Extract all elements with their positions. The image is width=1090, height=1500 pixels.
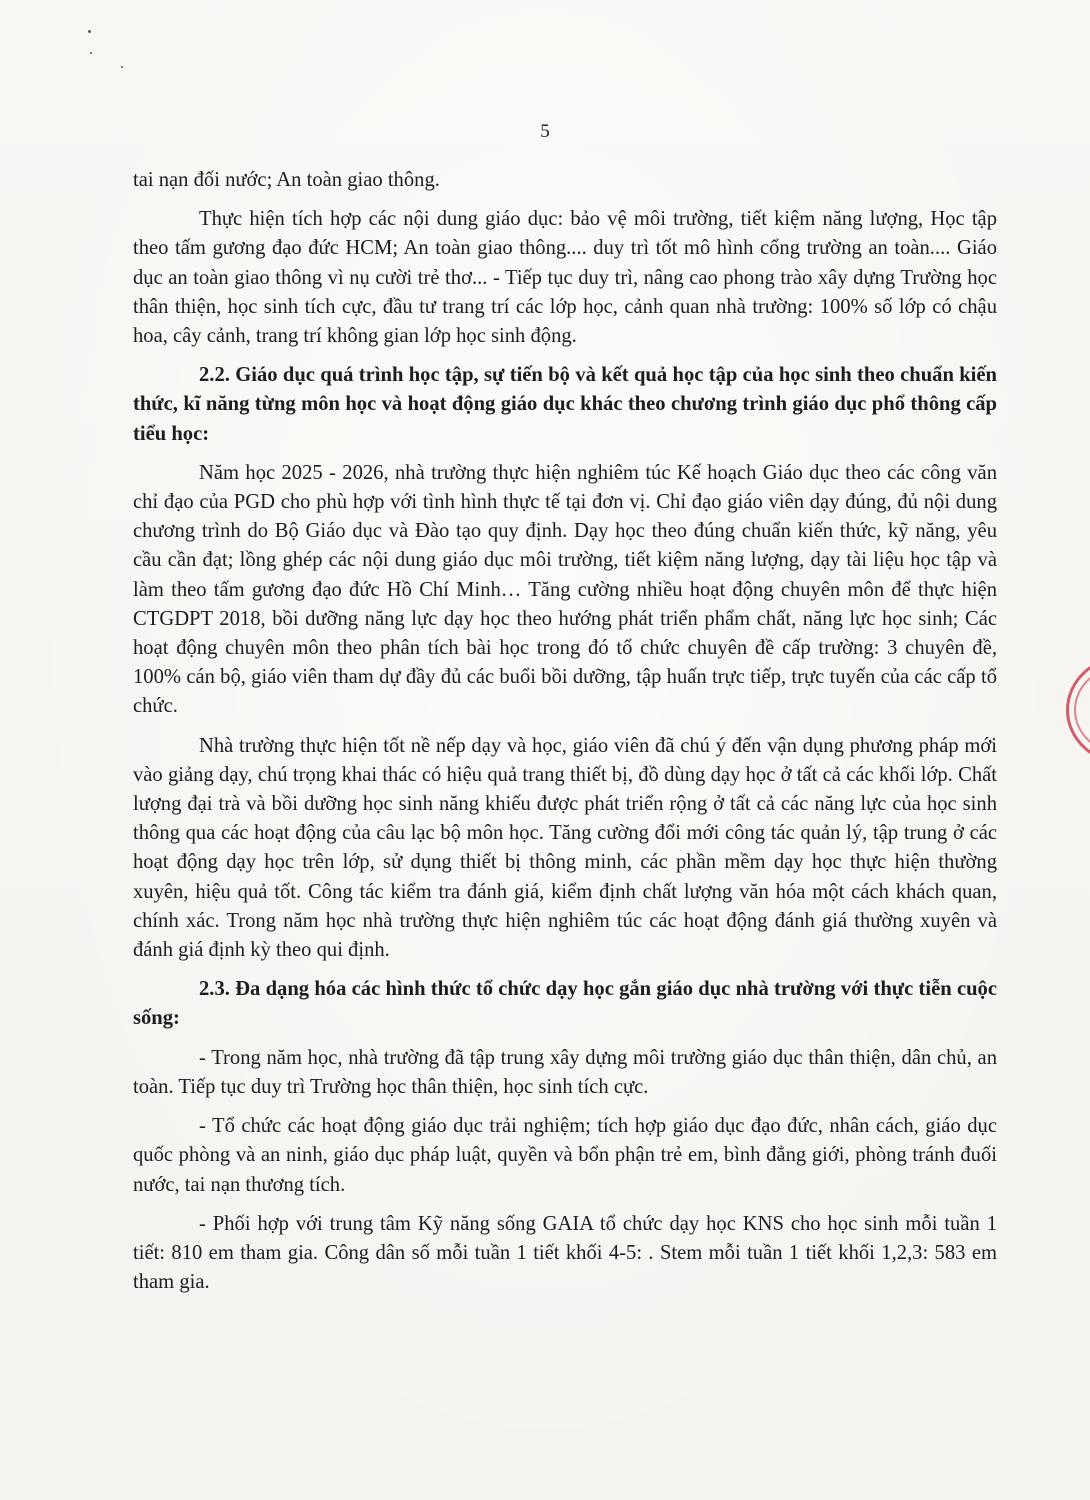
document-body: [133, 166, 997, 1307]
paragraph: Thực hiện tích hợp các nội dung giáo dục: bảo vệ môi trường, tiết kiệm năng lượng, Học tập theo tấm gương đạo đức HCM; An toàn giao thông.... duy trì tốt mô hình cổng trường an toàn.... Giáo dục an toàn giao thông vì nụ cười trẻ thơ... - Tiếp tục duy trì, nâng cao phong trào xây dựng Trường học thân thiện, học sinh tích cực, đầu tư trang trí các lớp học, cảnh quan nhà trường: 100% số lớp có chậu hoa, cây cảnh, trang trí không gian lớp học sinh động.: [133, 208, 997, 348]
paragraph: tai nạn đối nước; An toàn giao thông.: [133, 169, 440, 191]
red-stamp-edge: [1060, 655, 1090, 765]
list-item: - Phối hợp với trung tâm Kỹ năng sống GAIA tổ chức dạy học KNS cho học sinh mỗi tuần 1 tiết: 810 em tham gia. Công dân số mỗi tuần 1 tiết khối 4-5: . Stem mỗi tuần 1 tiết khối 1,2,3: 583 em tham gia.: [133, 1212, 997, 1294]
section-heading-2-2: 2.2. Giáo dục quá trình học tập, sự tiến bộ và kết quả học tập của học sinh theo chuẩn kiến thức, kĩ năng từng môn học và hoạt động giáo dục khác theo chương trình giáo dục phổ thông cấp tiểu học:: [133, 364, 997, 445]
page-number: 5: [540, 121, 550, 142]
list-item: - Tổ chức các hoạt động giáo dục trải nghiệm; tích hợp giáo dục đạo đức, nhân cách, giáo dục quốc phòng và an ninh, giáo dục pháp luật, quyền và bổn phận trẻ em, bình đẳng giới, phòng tránh đuối nước, tai nạn thương tích.: [133, 1115, 997, 1196]
paragraph: Năm học 2025 - 2026, nhà trường thực hiện nghiêm túc Kế hoạch Giáo dục theo các công văn chỉ đạo của PGD cho phù hợp với tình hình thực tế tại đơn vị. Chỉ đạo giáo viên dạy đúng, đủ nội dung chương trình do Bộ Giáo dục và Đào tạo quy định. Dạy học theo đúng chuẩn kiến thức, kỹ năng, yêu cầu cần đạt; lồng ghép các nội dung giáo dục môi trường, tiết kiệm năng lượng, dạy tài liệu học tập và làm theo tấm gương đạo đức Hồ Chí Minh… Tăng cường nhiều hoạt động chuyên môn để thực hiện CTGDPT 2018, bồi dưỡng năng lực dạy học theo hướng phát triển phẩm chất, năng lực học sinh; Các hoạt động chuyên môn theo phân tích bài học trong đó tổ chức chuyên đề cấp trường: 3 chuyên đề, 100% cán bộ, giáo viên tham dự đầy đủ các buổi bồi dưỡng, tập huấn trực tiếp, trực tuyến của các cấp tổ chức.: [133, 461, 997, 718]
scan-speck: [90, 52, 92, 54]
scan-speck: [88, 30, 91, 33]
list-item: - Trong năm học, nhà trường đã tập trung xây dựng môi trường giáo dục thân thiện, dân chủ, an toàn. Tiếp tục duy trì Trường học thân thiện, học sinh tích cực.: [133, 1046, 997, 1098]
scan-speck: [121, 66, 123, 68]
section-heading-2-3: 2.3. Đa dạng hóa các hình thức tổ chức dạy học gắn giáo dục nhà trường với thực tiễn cuộc sống:: [133, 978, 997, 1030]
paragraph: Nhà trường thực hiện tốt nề nếp dạy và học, giáo viên đã chú ý đến vận dụng phương pháp mới vào giảng dạy, chú trọng khai thác có hiệu quả trang thiết bị, đồ dùng dạy học ở tất cả các khối lớp. Chất lượng đại trà và bồi dưỡng học sinh năng khiếu được phát triển rộng ở tất cả các năng lực của học sinh thông qua các hoạt động của câu lạc bộ môn học. Tăng cường đổi mới công tác quản lý, tập trung ở các hoạt động dạy học trên lớp, sử dụng thiết bị thông minh, các phần mềm dạy học thực hiện thường xuyên, hiệu quả tốt. Công tác kiểm tra đánh giá, kiểm định chất lượng văn hóa một cách khách quan, chính xác. Trong năm học nhà trường thực hiện nghiêm túc các hoạt động đánh giá thường xuyên và đánh giá định kỳ theo qui định.: [133, 734, 997, 962]
